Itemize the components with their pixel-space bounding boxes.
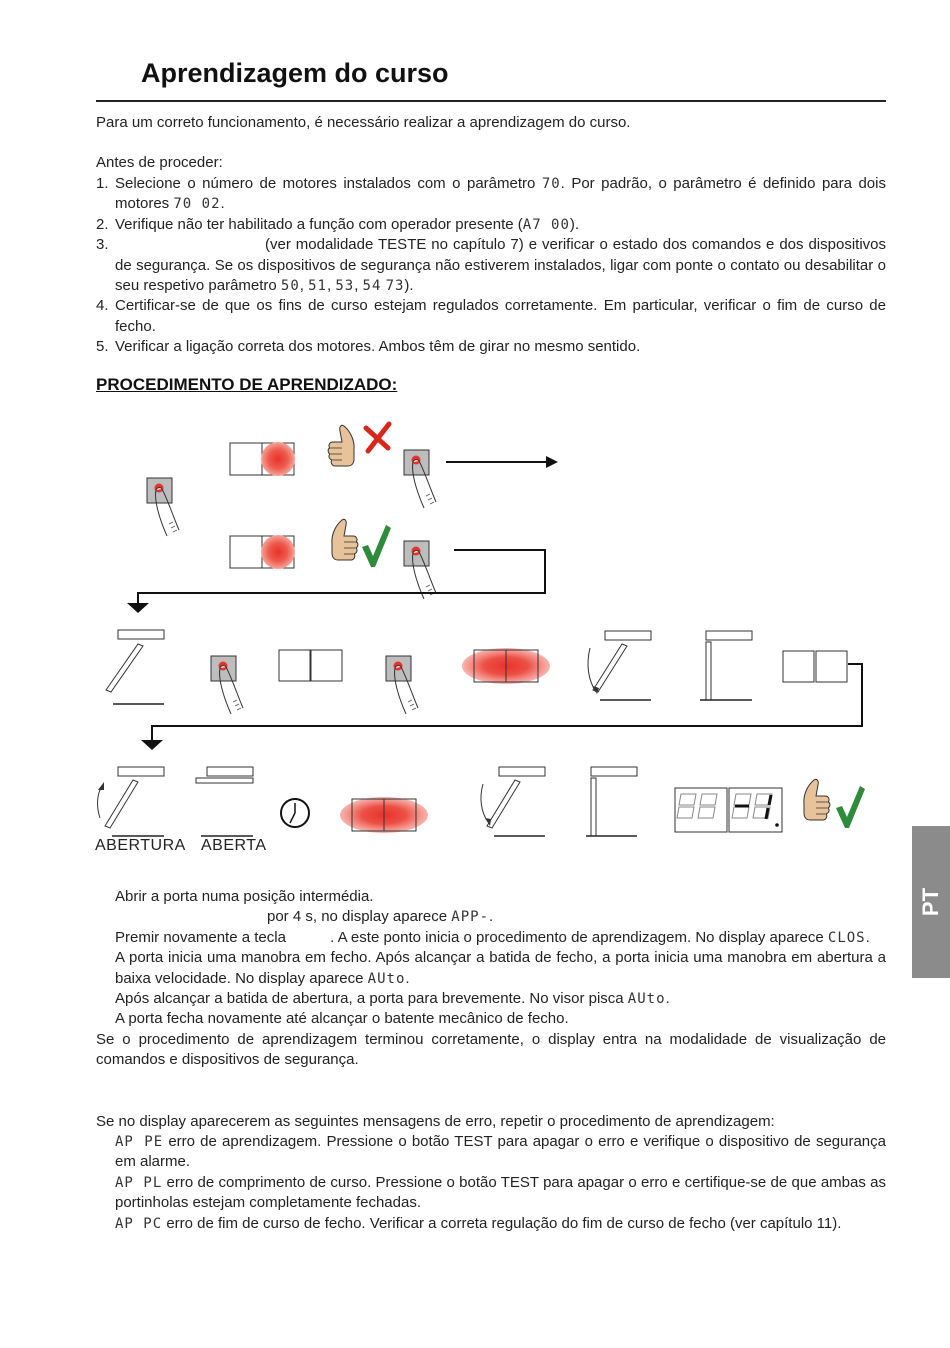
check-mark-icon (836, 786, 865, 828)
language-tab (912, 826, 950, 978)
before-label: Antes de proceder: (96, 154, 223, 171)
parameter-code: A7 00 (522, 216, 570, 233)
parameter-code: 70 (541, 176, 561, 192)
error-item: AP PL erro de comprimento de curso. Pressione o botão TEST para apagar o erro e certifique-se de que ambas as portinholas estejam completamente fechadas. (115, 1173, 886, 1212)
led-pair-flashing-icon (462, 648, 550, 684)
list-item: 4. Certificar-se de que os fins de curso estejam regulados corretamente. Em particular, verificar o fim de curso de fecho. (96, 297, 886, 335)
instruction-list (96, 887, 886, 1071)
arrow-right-icon (446, 456, 558, 468)
label-abertura: ABERTURA (95, 837, 186, 854)
thumb-down-icon (328, 425, 354, 466)
error-item: AP PC erro de fim de curso de fecho. Verificar a correta regulação do fim de curso de fecho (ver capítulo 11). (115, 1214, 842, 1232)
display-code: AUto (627, 991, 666, 1008)
gate-leaf-icon (106, 630, 164, 704)
list-item: por 4 s, no display aparece APP-. (267, 908, 494, 926)
finger-press-button-icon (386, 656, 418, 714)
led-pair-icon (783, 651, 847, 682)
led-pair-icon (230, 535, 295, 569)
parameter-code: 50 (280, 278, 300, 295)
error-list (96, 1132, 886, 1234)
display-code: CLOS (827, 929, 866, 946)
success-text: Se o procedimento de aprendizagem terminou corretamente, o display entra na modalidade de visualização de comandos e dispositivos de segurança. (96, 1030, 886, 1069)
language-tab-label: PT (918, 887, 943, 917)
finger-press-button-icon (147, 478, 179, 536)
gate-closed-icon (586, 767, 637, 836)
led-pair-icon (279, 650, 342, 681)
gate-closing-icon (588, 631, 651, 700)
errors-intro: Se no display aparecerem as seguintes mensagens de erro, repetir o procedimento de aprendizagem: (96, 1113, 775, 1130)
error-code: AP PL (115, 1174, 163, 1191)
list-item: Após alcançar a batida de abertura, a porta para brevemente. No visor pisca AUto. (115, 990, 670, 1008)
finger-press-button-icon (211, 656, 243, 714)
procedure-diagram (0, 410, 950, 870)
list-item: 3. (ver modalidade TESTE no capítulo 7) e verificar o estado dos comandos e dos dispositivos de segurança. Se os dispositivos de segurança não estiverem instalados, ligar com ponte o contato ou desabilitar o seu respetivo parâmetro 50, 51, 53, 54 73). (96, 236, 886, 295)
list-item: Abrir a porta numa posição intermédia. (115, 888, 374, 905)
check-mark-icon (362, 525, 391, 567)
thumb-up-icon (804, 779, 830, 820)
parameter-code: 73 (385, 278, 405, 295)
cross-mark-icon (366, 424, 389, 451)
procedure-heading: PROCEDIMENTO DE APRENDIZADO: (96, 375, 398, 394)
page-title: Aprendizagem do curso (141, 58, 449, 88)
led-pair-flashing-icon (340, 797, 428, 833)
thumb-up-icon (332, 519, 358, 560)
gate-closing-icon (481, 767, 545, 836)
finger-press-button-icon (404, 541, 436, 599)
clock-icon (281, 799, 309, 827)
gate-opening-icon (98, 767, 164, 836)
error-item: AP PE erro de aprendizagem. Pressione o botão TEST para apagar o erro e verifique o dispositivo de segurança em alarme. (115, 1133, 886, 1171)
list-item: A porta fecha novamente até alcançar o batente mecânico de fecho. (115, 1010, 569, 1028)
label-aberta: ABERTA (201, 837, 267, 854)
parameter-code: 54 (362, 278, 382, 295)
gate-closed-icon (700, 631, 752, 700)
list-item: 1. Selecione o número de motores instalados com o parâmetro 70. Por padrão, o parâmetro é definido para dois motores 70 02. (96, 175, 886, 213)
error-code: AP PC (115, 1215, 163, 1232)
intro-text: Para um correto funcionamento, é necessário realizar a aprendizagem do curso. (96, 114, 631, 131)
prerequisite-list (96, 174, 886, 358)
parameter-code: 70 02 (173, 196, 221, 213)
error-code: AP PE (115, 1134, 164, 1150)
parameter-code: 53 (335, 278, 355, 295)
title-divider (96, 100, 886, 102)
list-item: 2. Verifique não ter habilitado a função com operador presente (A7 00). (96, 215, 580, 233)
seven-segment-display-icon (675, 788, 782, 832)
led-pair-icon (230, 442, 295, 476)
list-item: A porta inicia uma manobra em fecho. Após alcançar a batida de fecho, a porta inicia uma manobra em abertura a baixa velocidade. No display aparece AUto. (115, 949, 886, 987)
list-item: 5. Verificar a ligação correta dos motores. Ambos têm de girar no mesmo sentido. (96, 338, 641, 356)
gate-open-icon (196, 767, 253, 836)
finger-press-button-icon (404, 450, 436, 508)
parameter-code: 51 (308, 278, 327, 295)
list-item: Premir novamente a tecla . A este ponto inicia o procedimento de aprendizagem. No display aparece CLOS. (115, 928, 870, 946)
display-code: APP- (451, 909, 489, 926)
display-code: AUto (367, 970, 406, 987)
